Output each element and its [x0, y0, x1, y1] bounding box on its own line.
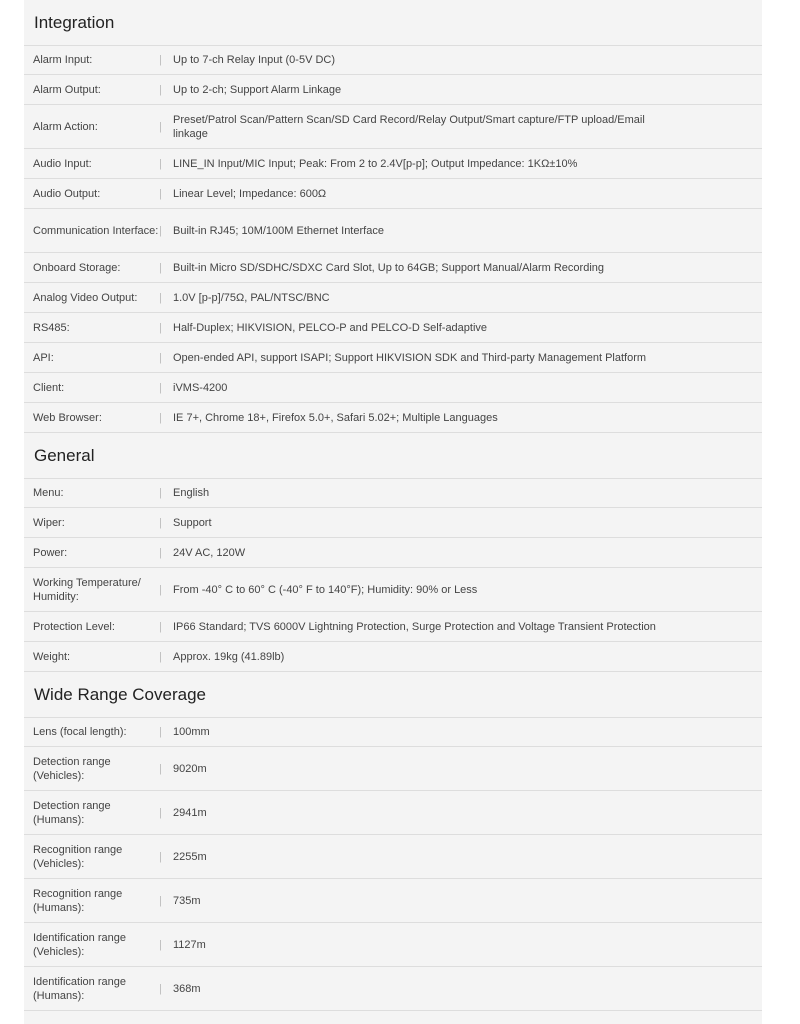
spec-value: 368m [173, 982, 201, 995]
spec-value: Built-in RJ45; 10M/100M Ethernet Interface [173, 224, 384, 237]
separator: | [159, 938, 162, 951]
separator: | [159, 83, 162, 96]
section-title: General [34, 446, 95, 465]
spec-row-wiper [24, 508, 762, 538]
spec-row-menu [24, 478, 762, 508]
spec-value: From -40° C to 60° C (-40° F to 140°F); Humidity: 90% or Less [173, 583, 478, 596]
spec-row-recognition-humans [24, 879, 762, 923]
separator: | [159, 54, 162, 66]
separator: | [159, 291, 162, 304]
spec-value: LINE_IN Input/MIC Input; Peak: From 2 to 2.4V[p-p]; Output Impedance: 1KΩ±10% [173, 157, 578, 170]
separator: | [159, 806, 162, 819]
spec-label: Lens (focal length): [33, 726, 127, 738]
spec-label: Web Browser: [33, 411, 102, 424]
section-wide-range-coverage [24, 672, 762, 1011]
spec-label: Menu: [33, 487, 64, 499]
spec-row-rs485 [24, 313, 762, 343]
separator: | [159, 351, 162, 364]
spec-panel [24, 0, 762, 1024]
separator: | [159, 411, 162, 424]
spec-row-web-browser [24, 403, 762, 433]
separator: | [159, 321, 162, 334]
spec-label: Recognition range (Humans): [33, 887, 123, 914]
spec-value: Up to 7-ch Relay Input (0-5V DC) [173, 54, 336, 66]
spec-label: RS485: [33, 321, 70, 334]
separator: | [159, 894, 162, 907]
spec-row-alarm-action [24, 105, 762, 149]
spec-label: Protection Level: [33, 620, 115, 633]
spec-row-identification-vehicles [24, 923, 762, 967]
spec-label: Wiper: [33, 516, 65, 529]
spec-row-client [24, 373, 762, 403]
separator: | [159, 261, 162, 274]
separator: | [159, 726, 162, 738]
spec-label: Analog Video Output: [33, 291, 138, 304]
spec-value: IP66 Standard; TVS 6000V Lightning Protection, Surge Protection and Voltage Transient Protection [173, 620, 656, 633]
separator: | [159, 120, 162, 133]
spec-value: 1.0V [p-p]/75Ω, PAL/NTSC/BNC [173, 291, 330, 304]
spec-label: Alarm Input: [33, 54, 93, 66]
section-title: Wide Range Coverage [34, 685, 206, 704]
spec-label: Audio Input: [33, 157, 92, 170]
spec-row-protection-level [24, 612, 762, 642]
spec-value: Approx. 19kg (41.89lb) [173, 650, 285, 663]
separator: | [159, 850, 162, 863]
spec-label: Client: [33, 381, 65, 394]
spec-value: Preset/Patrol Scan/Pattern Scan/SD Card Record/Relay Output/Smart capture/FTP upload/Email linkage [173, 113, 645, 140]
spec-row-detection-vehicles [24, 747, 762, 791]
spec-row-recognition-vehicles [24, 835, 762, 879]
spec-label: Communication Interface: [33, 224, 159, 237]
spec-value: 1127m [173, 938, 206, 951]
spec-value: Open-ended API, support ISAPI; Support HIKVISION SDK and Third-party Management Platform [173, 351, 647, 364]
section-general [24, 433, 762, 672]
section-title: Integration [34, 13, 115, 32]
spec-value: 24V AC, 120W [173, 546, 246, 559]
section-integration [24, 0, 762, 433]
spec-row-working-temperature [24, 568, 762, 612]
spec-value: IE 7+, Chrome 18+, Firefox 5.0+, Safari 5.02+; Multiple Languages [173, 411, 498, 424]
separator: | [159, 583, 162, 596]
spec-row-identification-humans [24, 967, 762, 1011]
separator: | [159, 224, 162, 237]
spec-row-detection-humans [24, 791, 762, 835]
spec-row-power [24, 538, 762, 568]
separator: | [159, 650, 162, 663]
spec-value: English [173, 487, 210, 499]
separator: | [159, 982, 162, 995]
spec-row-communication-interface [24, 209, 762, 253]
spec-row-api [24, 343, 762, 373]
spec-label: Weight: [33, 650, 71, 663]
separator: | [159, 157, 162, 170]
spec-label: Alarm Action: [33, 120, 98, 133]
spec-label: Detection range (Vehicles): [33, 755, 111, 782]
spec-label: Recognition range (Vehicles): [33, 843, 123, 870]
spec-row-lens [24, 717, 762, 747]
spec-row-alarm-input [24, 45, 762, 75]
separator: | [159, 620, 162, 633]
spec-value: Linear Level; Impedance: 600Ω [173, 187, 327, 200]
spec-row-onboard-storage [24, 253, 762, 283]
spec-row-audio-output [24, 179, 762, 209]
spec-label: API: [33, 351, 54, 364]
spec-value: Up to 2-ch; Support Alarm Linkage [173, 83, 342, 96]
spec-label: Alarm Output: [33, 83, 101, 96]
separator: | [159, 381, 162, 394]
spec-label: Working Temperature/ Humidity: [33, 576, 141, 603]
separator: | [159, 546, 162, 559]
spec-row-analog-video-output [24, 283, 762, 313]
spec-label: Power: [33, 546, 68, 559]
spec-label: Identification range (Humans): [33, 975, 126, 1002]
separator: | [159, 487, 162, 499]
spec-label: Onboard Storage: [33, 261, 121, 274]
separator: | [159, 187, 162, 200]
spec-value: 100mm [173, 726, 210, 738]
separator: | [159, 762, 162, 775]
spec-row-audio-input [24, 149, 762, 179]
spec-value: Support [173, 516, 212, 529]
spec-label: Identification range (Vehicles): [33, 931, 126, 958]
spec-row-alarm-output [24, 75, 762, 105]
separator: | [159, 516, 162, 529]
spec-label: Audio Output: [33, 187, 101, 200]
spec-value: Half-Duplex; HIKVISION, PELCO-P and PELCO-D Self-adaptive [173, 321, 488, 334]
spec-value: iVMS-4200 [173, 381, 228, 394]
spec-row-weight [24, 642, 762, 672]
spec-value: Built-in Micro SD/SDHC/SDXC Card Slot, Up to 64GB; Support Manual/Alarm Recording [173, 261, 604, 274]
spec-value: 9020m [173, 762, 207, 775]
spec-label: Detection range (Humans): [33, 799, 111, 826]
spec-value: 2941m [173, 806, 207, 819]
spec-value: 735m [173, 894, 201, 907]
spec-value: 2255m [173, 850, 207, 863]
